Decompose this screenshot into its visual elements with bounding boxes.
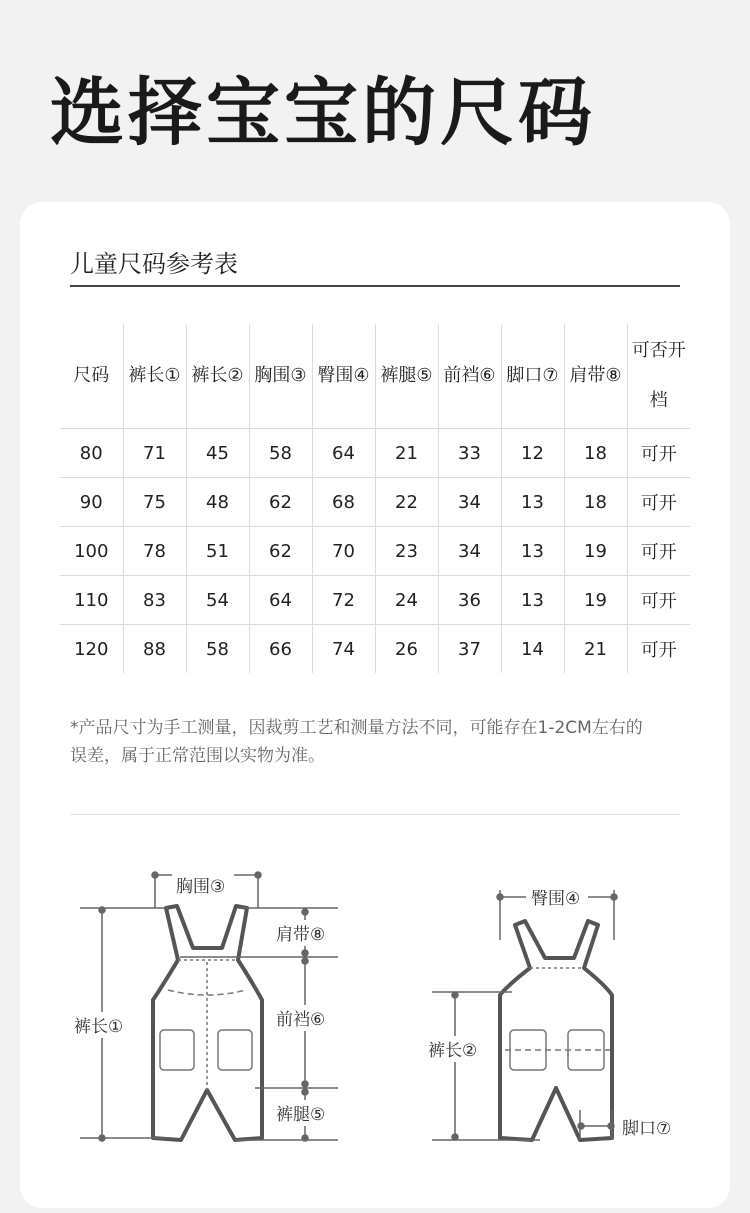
table-cell: 19	[564, 576, 627, 625]
table-cell: 可开	[627, 429, 690, 478]
table-cell: 66	[249, 625, 312, 674]
table-cell: 48	[186, 478, 249, 527]
header-length1: 裤长①	[123, 324, 186, 429]
table-cell: 36	[438, 576, 501, 625]
label-chest: 胸围③	[176, 877, 226, 897]
table-cell: 13	[501, 576, 564, 625]
table-cell: 34	[438, 527, 501, 576]
label-strap: 肩带⑧	[276, 925, 326, 945]
table-cell: 62	[249, 478, 312, 527]
table-cell: 75	[123, 478, 186, 527]
table-cell: 88	[123, 625, 186, 674]
table-cell: 71	[123, 429, 186, 478]
table-cell: 90	[60, 478, 123, 527]
note-line-2: 误差，属于正常范围以实物为准。	[70, 746, 325, 766]
header-front-rise: 前裆⑥	[438, 324, 501, 429]
table-cell: 54	[186, 576, 249, 625]
label-hip: 臀围④	[531, 889, 581, 909]
table-cell: 64	[312, 429, 375, 478]
table-cell: 70	[312, 527, 375, 576]
table-cell: 12	[501, 429, 564, 478]
header-crotch-opening-line2: 档	[649, 390, 668, 411]
header-hip: 臀围④	[312, 324, 375, 429]
table-cell: 33	[438, 429, 501, 478]
table-cell: 24	[375, 576, 438, 625]
table-cell: 120	[60, 625, 123, 674]
table-cell: 可开	[627, 527, 690, 576]
table-cell: 22	[375, 478, 438, 527]
header-cuff: 脚口⑦	[501, 324, 564, 429]
table-cell: 18	[564, 429, 627, 478]
table-cell: 26	[375, 625, 438, 674]
header-chest: 胸围③	[249, 324, 312, 429]
table-cell: 72	[312, 576, 375, 625]
label-front-rise: 前裆⑥	[276, 1010, 326, 1030]
header-size: 尺码	[60, 324, 123, 429]
label-length1: 裤长①	[74, 1017, 124, 1037]
table-cell: 64	[249, 576, 312, 625]
left-pocket-1	[160, 1030, 194, 1070]
table-cell: 21	[375, 429, 438, 478]
table-cell: 83	[123, 576, 186, 625]
table-cell: 100	[60, 527, 123, 576]
table-cell: 可开	[627, 576, 690, 625]
table-cell: 21	[564, 625, 627, 674]
label-cuff: 脚口⑦	[622, 1119, 672, 1139]
header-strap: 肩带⑧	[564, 324, 627, 429]
table-cell: 51	[186, 527, 249, 576]
table-cell: 18	[564, 478, 627, 527]
label-leg: 裤腿⑤	[276, 1105, 326, 1125]
table-cell: 78	[123, 527, 186, 576]
table-cell: 13	[501, 527, 564, 576]
label-length2: 裤长②	[428, 1041, 478, 1061]
table-cell: 19	[564, 527, 627, 576]
left-pocket-2	[218, 1030, 252, 1070]
table-cell: 23	[375, 527, 438, 576]
table-cell: 可开	[627, 625, 690, 674]
table-cell: 37	[438, 625, 501, 674]
note-line-1: *产品尺寸为手工测量，因裁剪工艺和测量方法不同，可能存在1-2CM左右的	[70, 718, 643, 738]
table-cell: 110	[60, 576, 123, 625]
table-cell: 80	[60, 429, 123, 478]
section-title: 儿童尺码参考表	[70, 250, 238, 278]
table-cell: 68	[312, 478, 375, 527]
table-cell: 34	[438, 478, 501, 527]
table-cell: 62	[249, 527, 312, 576]
table-cell: 45	[186, 429, 249, 478]
page-title: 选择宝宝的尺码	[50, 70, 596, 156]
header-crotch-opening-line1: 可否开	[631, 340, 686, 361]
table-cell: 74	[312, 625, 375, 674]
table-cell: 58	[186, 625, 249, 674]
table-cell: 58	[249, 429, 312, 478]
header-leg: 裤腿⑤	[375, 324, 438, 429]
table-cell: 13	[501, 478, 564, 527]
table-cell: 14	[501, 625, 564, 674]
header-length2: 裤长②	[186, 324, 249, 429]
table-cell: 可开	[627, 478, 690, 527]
